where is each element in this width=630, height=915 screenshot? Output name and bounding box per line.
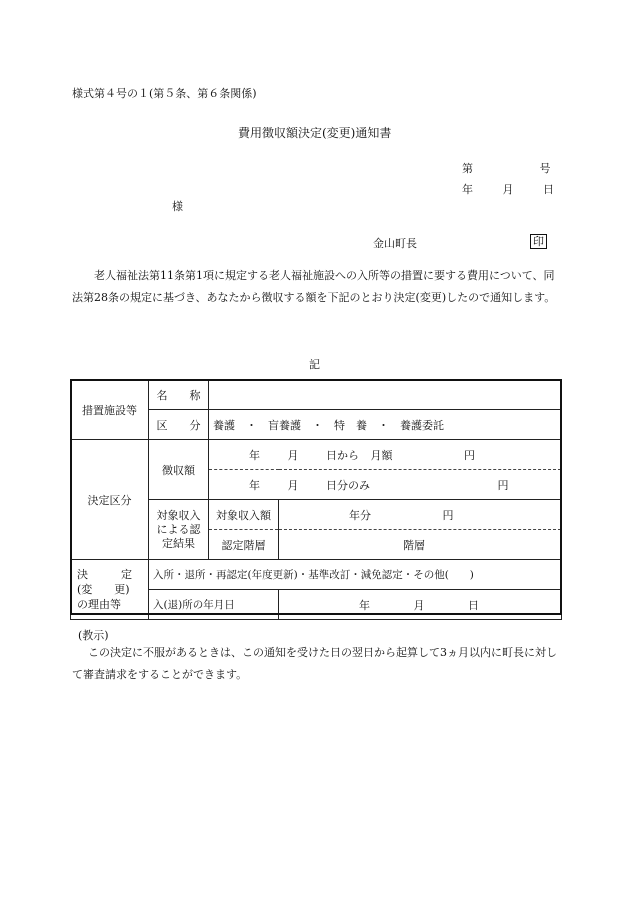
- entry-date: [279, 590, 562, 620]
- r2-only: 日分のみ: [326, 478, 370, 492]
- collection-label: 徴収額: [149, 440, 209, 500]
- r1-from: 日から: [326, 448, 359, 462]
- issuer: 金山町長: [373, 237, 417, 250]
- addressee-suffix: 様: [172, 200, 183, 213]
- collection-row-2: [209, 470, 562, 500]
- notice-heading: (教示): [78, 629, 109, 642]
- ki-heading: 記: [309, 358, 320, 371]
- income-amount: [279, 500, 562, 530]
- facility-label: 措置施設等: [71, 380, 149, 440]
- level-value: 階層: [279, 530, 562, 560]
- r2-year: 年: [249, 478, 260, 492]
- date-year: 年: [462, 183, 473, 196]
- body-text: 老人福祉法第11条第1項に規定する老人福祉施設への入所等の措置に要する費用について、同法第28条の規定に基づき、あなたから徴収する額を下記のとおり決定(変更)したので通知します。: [72, 269, 556, 304]
- form-id: 様式第４号の１(第５条、第６条関係): [72, 87, 257, 100]
- notice-text: この決定に不服があるときは、この通知を受けた日の翌日から起算して3ヵ月以内に町長に対して審査請求をすることができます。: [72, 646, 557, 681]
- number-line: [462, 160, 551, 176]
- income-label: 対象収入による認定結果: [149, 500, 209, 560]
- r2-month: 月: [287, 478, 299, 492]
- details-table: [70, 379, 562, 620]
- entry-day: 日: [468, 598, 479, 612]
- number-suffix: 号: [539, 162, 551, 175]
- income-year: 年分: [349, 508, 371, 522]
- income-amount-label: 対象収入額: [209, 500, 279, 530]
- page-title: 費用徴収額決定(変更)通知書: [238, 126, 392, 140]
- number-prefix: 第: [462, 162, 473, 175]
- entry-year: 年: [359, 598, 370, 612]
- level-label: 認定階層: [209, 530, 279, 560]
- r1-month: 月: [287, 448, 299, 462]
- collection-row-1: [209, 440, 562, 470]
- seal-stamp: 印: [530, 234, 547, 249]
- reason-label-1: 決 定: [77, 568, 132, 581]
- entry-month: 月: [413, 598, 425, 612]
- decision-label: 決定区分: [71, 440, 149, 560]
- reasons-list: 入所・退所・再認定(年度更新)・基準改訂・減免認定・その他( ): [149, 560, 562, 590]
- date-line: [462, 181, 554, 197]
- name-value: [209, 380, 562, 410]
- date-month: 月: [502, 183, 514, 196]
- r1-monthly: 月額: [370, 448, 393, 462]
- reason-label: [71, 560, 149, 620]
- r1-year: 年: [249, 448, 260, 462]
- income-yen: 円: [442, 508, 454, 522]
- r1-yen: 円: [464, 448, 475, 462]
- r2-yen: 円: [497, 478, 509, 492]
- category-value: 養護 ・ 盲養護 ・ 特 養 ・ 養護委託: [209, 410, 562, 440]
- entry-label: 入(退)所の年月日: [149, 590, 279, 620]
- category-label: 区 分: [149, 410, 209, 440]
- name-label: 名 称: [149, 380, 209, 410]
- reason-label-2: (変 更): [77, 583, 130, 596]
- date-day: 日: [543, 183, 554, 196]
- reason-label-3: の理由等: [77, 598, 121, 611]
